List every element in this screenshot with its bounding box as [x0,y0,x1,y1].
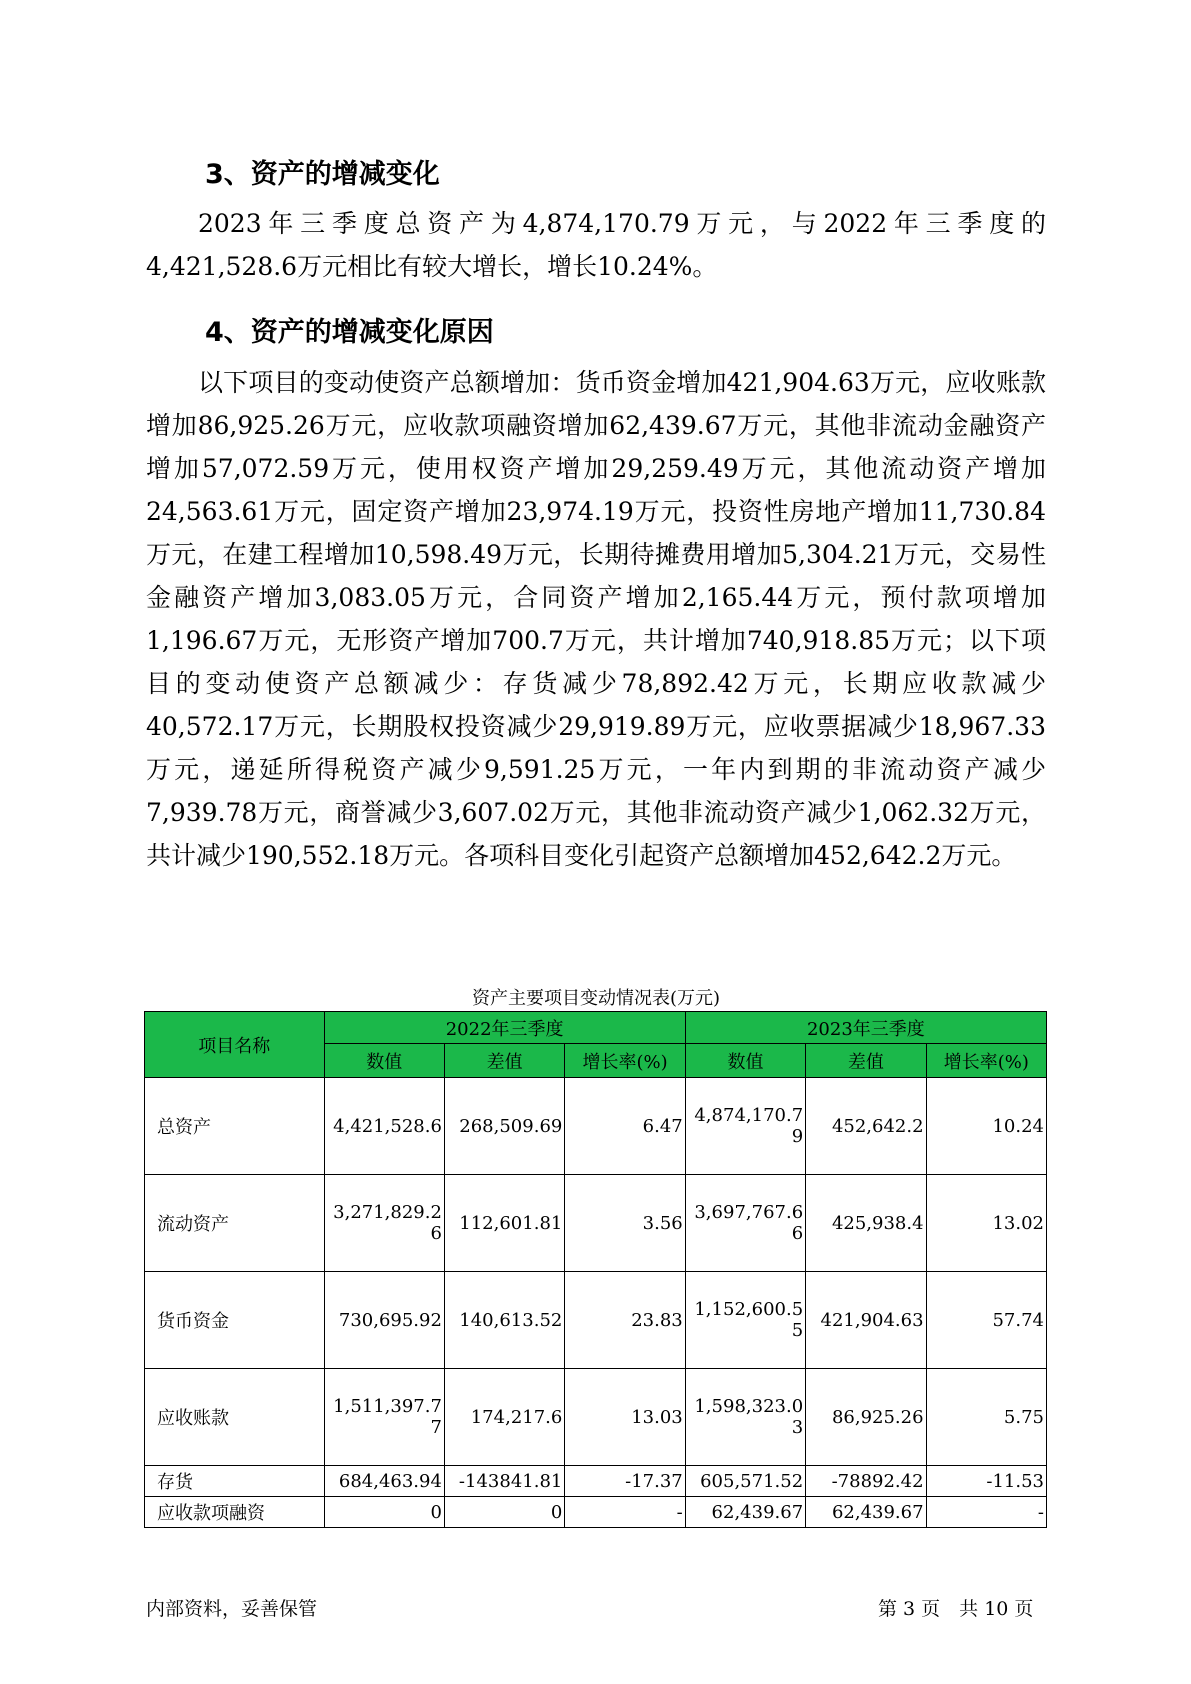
cell-value-2023: 605,571.52 [685,1466,805,1497]
cell-value-2023: 1,152,600.55 [685,1272,805,1369]
header-diff-2022: 差值 [444,1044,564,1078]
cell-rate-2022: 3.56 [565,1175,685,1272]
table-caption: 资产主要项目变动情况表(万元) [471,988,721,1009]
header-diff-2023: 差值 [806,1044,926,1078]
cell-diff-2023: 425,938.4 [806,1175,926,1272]
cell-value-2023: 62,439.67 [685,1497,805,1528]
row-name: 流动资产 [145,1175,325,1272]
footer-confidential-note: 内部资料，妥善保管 [146,1598,318,1620]
row-name: 总资产 [145,1078,325,1175]
section-4-heading: 4、资产的增减变化原因 [205,317,494,348]
cell-value-2023: 1,598,323.03 [685,1369,805,1466]
header-rate-2022: 增长率(%) [565,1044,685,1078]
table-row [145,1466,1047,1497]
cell-value-2023: 3,697,767.66 [685,1175,805,1272]
table-row [145,1078,1047,1175]
row-name: 存货 [145,1466,325,1497]
header-period-2022: 2022年三季度 [324,1012,685,1044]
footer-page-number: 第 3 页 共 10 页 [878,1598,1034,1620]
asset-change-table [144,1011,1047,1528]
table-row [145,1175,1047,1272]
cell-diff-2022: 112,601.81 [444,1175,564,1272]
cell-diff-2022: -143841.81 [444,1466,564,1497]
cell-value-2022: 0 [324,1497,444,1528]
cell-rate-2023: -11.53 [926,1466,1046,1497]
header-rate-2023: 增长率(%) [926,1044,1046,1078]
cell-diff-2023: 62,439.67 [806,1497,926,1528]
cell-value-2022: 730,695.92 [324,1272,444,1369]
cell-diff-2022: 140,613.52 [444,1272,564,1369]
cell-value-2022: 684,463.94 [324,1466,444,1497]
cell-value-2023: 4,874,170.79 [685,1078,805,1175]
cell-diff-2023: 421,904.63 [806,1272,926,1369]
cell-diff-2023: 452,642.2 [806,1078,926,1175]
cell-rate-2022: 13.03 [565,1369,685,1466]
cell-rate-2022: 23.83 [565,1272,685,1369]
cell-rate-2023: 57.74 [926,1272,1046,1369]
header-value-2023: 数值 [685,1044,805,1078]
cell-rate-2023: - [926,1497,1046,1528]
cell-diff-2022: 0 [444,1497,564,1528]
cell-rate-2022: 6.47 [565,1078,685,1175]
header-period-2023: 2023年三季度 [685,1012,1046,1044]
table-row [145,1497,1047,1528]
cell-rate-2022: - [565,1497,685,1528]
cell-diff-2022: 268,509.69 [444,1078,564,1175]
section-3-paragraph: 2023年三季度总资产为4,874,170.79万元，与2022年三季度的4,421,528.6万元相比有较大增长，增长10.24%。 [146,209,1046,281]
section-4-paragraph: 以下项目的变动使资产总额增加：货币资金增加421,904.63万元，应收账款增加86,925.26万元，应收款项融资增加62,439.67万元，其他非流动金融资产增加57,072.59万元，使用权资产增加29,259.49万元，其他流动资产增加24,563.61万元，固定资产增加23,974.19万元，投资性房地产增加11,730.84万元，在建工程增加10,598.49万元，长期待摊费用增加5,304.21万元，交易性金融资产增加3,083.05万元，合同资产增加2,165.44万元，预付款项增加1,196.67万元，无形资产增加700.7万元，共计增加740,918.85万元；以下项目的变动使资产总额减少：存货减少78,892.42万元，长期应收款减少40,572.17万元，长期股权投资减少29,919.89万元，应收票据减少18,967.33万元，递延所得税资产减少9,591.25万元，一年内到期的非流动资产减少7,939.78万元，商誉减少3,607.02万元，其他非流动资产减少1,062.32万元，共计减少190,552.18万元。各项科目变化引起资产总额增加452,642.2万元。 [146,368,1046,870]
row-name: 应收款项融资 [145,1497,325,1528]
row-name: 应收账款 [145,1369,325,1466]
section-3-heading: 3、资产的增减变化 [205,159,440,190]
cell-diff-2023: -78892.42 [806,1466,926,1497]
cell-value-2022: 1,511,397.77 [324,1369,444,1466]
cell-rate-2022: -17.37 [565,1466,685,1497]
cell-diff-2022: 174,217.6 [444,1369,564,1466]
cell-diff-2023: 86,925.26 [806,1369,926,1466]
table-row [145,1272,1047,1369]
cell-rate-2023: 5.75 [926,1369,1046,1466]
cell-value-2022: 4,421,528.6 [324,1078,444,1175]
table-row [145,1369,1047,1466]
row-name: 货币资金 [145,1272,325,1369]
header-value-2022: 数值 [324,1044,444,1078]
cell-rate-2023: 10.24 [926,1078,1046,1175]
header-item-name: 项目名称 [145,1012,325,1078]
cell-rate-2023: 13.02 [926,1175,1046,1272]
cell-value-2022: 3,271,829.26 [324,1175,444,1272]
